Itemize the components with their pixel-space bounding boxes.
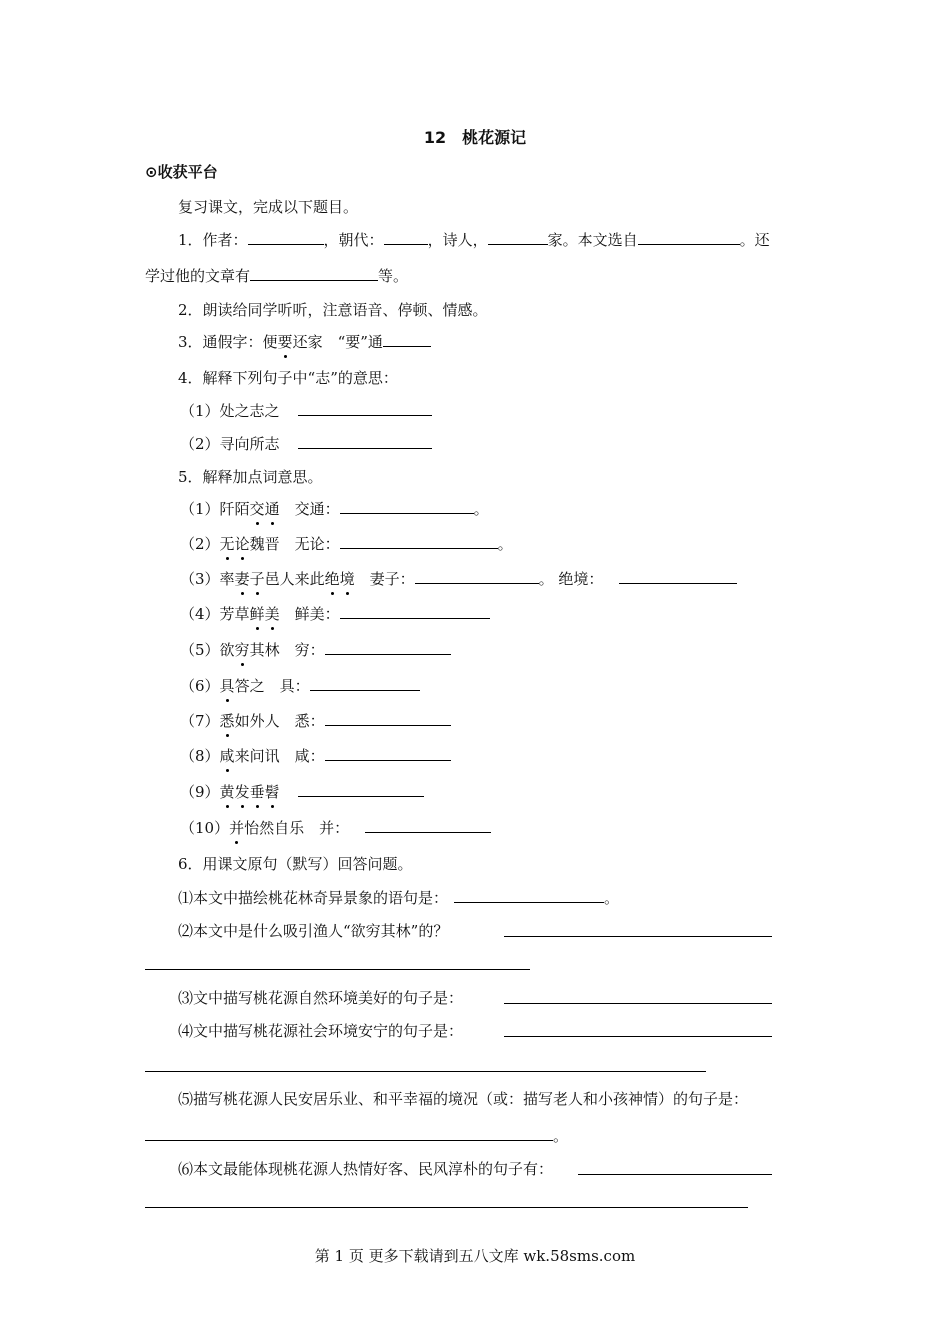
question-3: 3．通假字：便要还家 “要”通	[178, 332, 431, 352]
question-1-line-2: 学过他的文章有 等。	[145, 267, 409, 285]
answer-line[interactable]	[578, 1174, 772, 1175]
answer-line[interactable]	[145, 1207, 748, 1208]
question-5-item-9: （9）黄发垂髫	[180, 782, 424, 802]
answer-line[interactable]	[504, 1036, 772, 1037]
answer-blank[interactable]	[298, 401, 432, 416]
page-footer: 第 1 页 更多下载请到五八文库 wk.58sms.com	[314, 1247, 636, 1265]
question-5-item-3: （3）率妻子邑人来此绝境 妻子： 。 绝境：	[180, 569, 737, 589]
answer-blank[interactable]	[325, 711, 451, 726]
question-6-sub-5: ⑸描写桃花源人民安居乐业、和平幸福的境况（或：描写老人和小孩神情）的句子是：	[178, 1090, 749, 1108]
question-5-item-6: （6）具答之 具：	[180, 676, 420, 696]
question-6-sub-3: ⑶文中描写桃花源自然环境美好的句子是：	[178, 989, 464, 1007]
answer-blank[interactable]	[325, 640, 451, 655]
answer-blank[interactable]	[298, 434, 432, 449]
question-5-item-4: （4）芳草鲜美 鲜美：	[180, 604, 490, 624]
answer-blank[interactable]	[365, 818, 491, 833]
answer-blank[interactable]	[383, 332, 431, 347]
question-5-item-1: （1）阡陌交通 交通： 。	[180, 500, 489, 518]
question-4-item-1: （1）处之志之	[180, 401, 432, 421]
answer-blank[interactable]	[415, 569, 539, 584]
page-title: 12 桃花源记	[423, 128, 527, 147]
answer-blank[interactable]	[384, 230, 428, 245]
question-5-item-5: （5）欲穷其林 穷：	[180, 640, 451, 660]
question-6-sub-6: ⑹本文最能体现桃花源人热情好客、民风淳朴的句子有：	[178, 1160, 554, 1178]
answer-line[interactable]	[504, 1003, 772, 1004]
question-6-heading: 6．用课文原句（默写）回答问题。	[178, 855, 413, 873]
answer-blank[interactable]	[310, 676, 420, 691]
answer-blank[interactable]	[340, 534, 498, 549]
intro-text: 复习课文，完成以下题目。	[178, 198, 359, 216]
answer-line[interactable]	[145, 969, 530, 970]
answer-blank[interactable]	[454, 888, 604, 903]
answer-blank[interactable]	[488, 230, 548, 245]
question-6-sub-2: ⑵本文中是什么吸引渔人“欲穷其林”的？	[178, 922, 449, 940]
question-4-heading: 4．解释下列句子中“志”的意思：	[178, 369, 398, 387]
question-5-item-8: （8）咸来问讯 咸：	[180, 746, 451, 766]
question-5-heading: 5．解释加点词意思。	[178, 468, 323, 486]
answer-blank[interactable]	[298, 782, 424, 797]
question-5-item-10: （10）并怡然自乐 并：	[180, 818, 491, 838]
answer-line[interactable]	[145, 1071, 706, 1072]
question-6-sub-1: ⑴本文中描绘桃花林奇异景象的语句是： 。	[178, 889, 620, 907]
answer-blank[interactable]	[340, 604, 490, 619]
answer-blank[interactable]	[638, 230, 740, 245]
answer-line[interactable]	[504, 936, 772, 937]
circle-dot-icon: ⊙	[145, 163, 158, 181]
section-heading: ⊙收获平台	[145, 163, 218, 181]
question-5-item-2: （2）无论魏晋 无论： 。	[180, 535, 513, 553]
answer-line[interactable]	[145, 1140, 553, 1141]
answer-blank[interactable]	[250, 266, 378, 281]
question-6-sub-5-end: 。	[553, 1127, 569, 1145]
question-1-line-1: 1．作者： ，朝代： ，诗人， 家。本文选自 。还	[178, 231, 770, 249]
question-2: 2．朗读给同学听听，注意语音、停顿、情感。	[178, 301, 488, 319]
answer-blank[interactable]	[619, 569, 737, 584]
question-4-item-2: （2）寻向所志	[180, 434, 432, 454]
question-5-item-7: （7）悉如外人 悉：	[180, 711, 451, 731]
answer-blank[interactable]	[248, 230, 324, 245]
answer-blank[interactable]	[325, 746, 451, 761]
question-6-sub-4: ⑷文中描写桃花源社会环境安宁的句子是：	[178, 1022, 464, 1040]
answer-blank[interactable]	[340, 499, 474, 514]
